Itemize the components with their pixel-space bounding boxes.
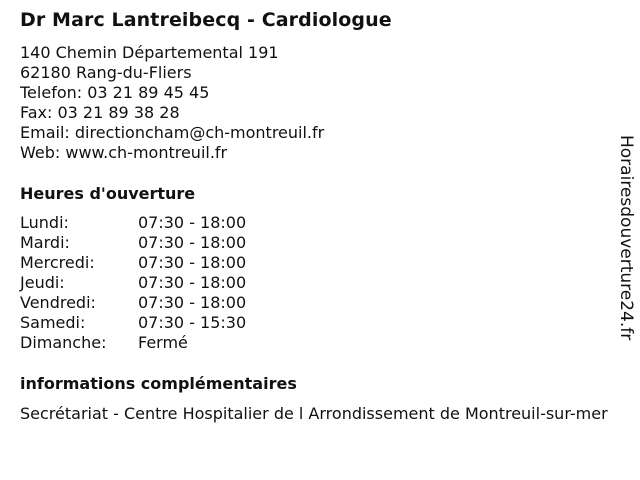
time-range: 07:30 - 18:00 — [138, 253, 247, 272]
hours-row-jeudi — [20, 273, 246, 293]
opening-hours-heading: Heures d'ouverture — [20, 184, 196, 203]
day-label: Dimanche: — [20, 333, 107, 352]
day-label: Lundi: — [20, 213, 69, 232]
hours-row-dimanche — [20, 333, 246, 353]
time-range: 07:30 - 18:00 — [138, 213, 247, 232]
hours-row-lundi — [20, 213, 246, 233]
day-label: Samedi: — [20, 313, 86, 332]
hours-row-mercredi — [20, 253, 246, 273]
hours-row-samedi — [20, 313, 246, 333]
day-label: Jeudi: — [20, 273, 65, 292]
opening-hours-list — [20, 213, 246, 353]
hours-row-vendredi — [20, 293, 246, 313]
page-title: Dr Marc Lantreibecq - Cardiologue — [20, 9, 392, 31]
additional-info-heading: informations complémentaires — [20, 374, 297, 393]
contact-block — [20, 43, 324, 163]
fax-number: Fax: 03 21 89 38 28 — [20, 103, 180, 122]
day-label: Mardi: — [20, 233, 70, 252]
hours-row-mardi — [20, 233, 246, 253]
time-range: 07:30 - 15:30 — [138, 313, 247, 332]
website: Web: www.ch-montreuil.fr — [20, 143, 228, 162]
phone-number: Telefon: 03 21 89 45 45 — [20, 83, 210, 102]
time-range: Fermé — [138, 333, 188, 352]
street-address: 140 Chemin Départemental 191 — [20, 43, 279, 62]
city-postal: 62180 Rang-du-Fliers — [20, 63, 192, 82]
additional-info-text: Secrétariat - Centre Hospitalier de l Arrondissement de Montreuil-sur-mer — [20, 404, 608, 423]
day-label: Mercredi: — [20, 253, 95, 272]
email-address: Email: directioncham@ch-montreuil.fr — [20, 123, 325, 142]
site-watermark: Horairesdouverture24.fr — [616, 135, 636, 341]
day-label: Vendredi: — [20, 293, 96, 312]
time-range: 07:30 - 18:00 — [138, 233, 247, 252]
time-range: 07:30 - 18:00 — [138, 293, 247, 312]
time-range: 07:30 - 18:00 — [138, 273, 247, 292]
